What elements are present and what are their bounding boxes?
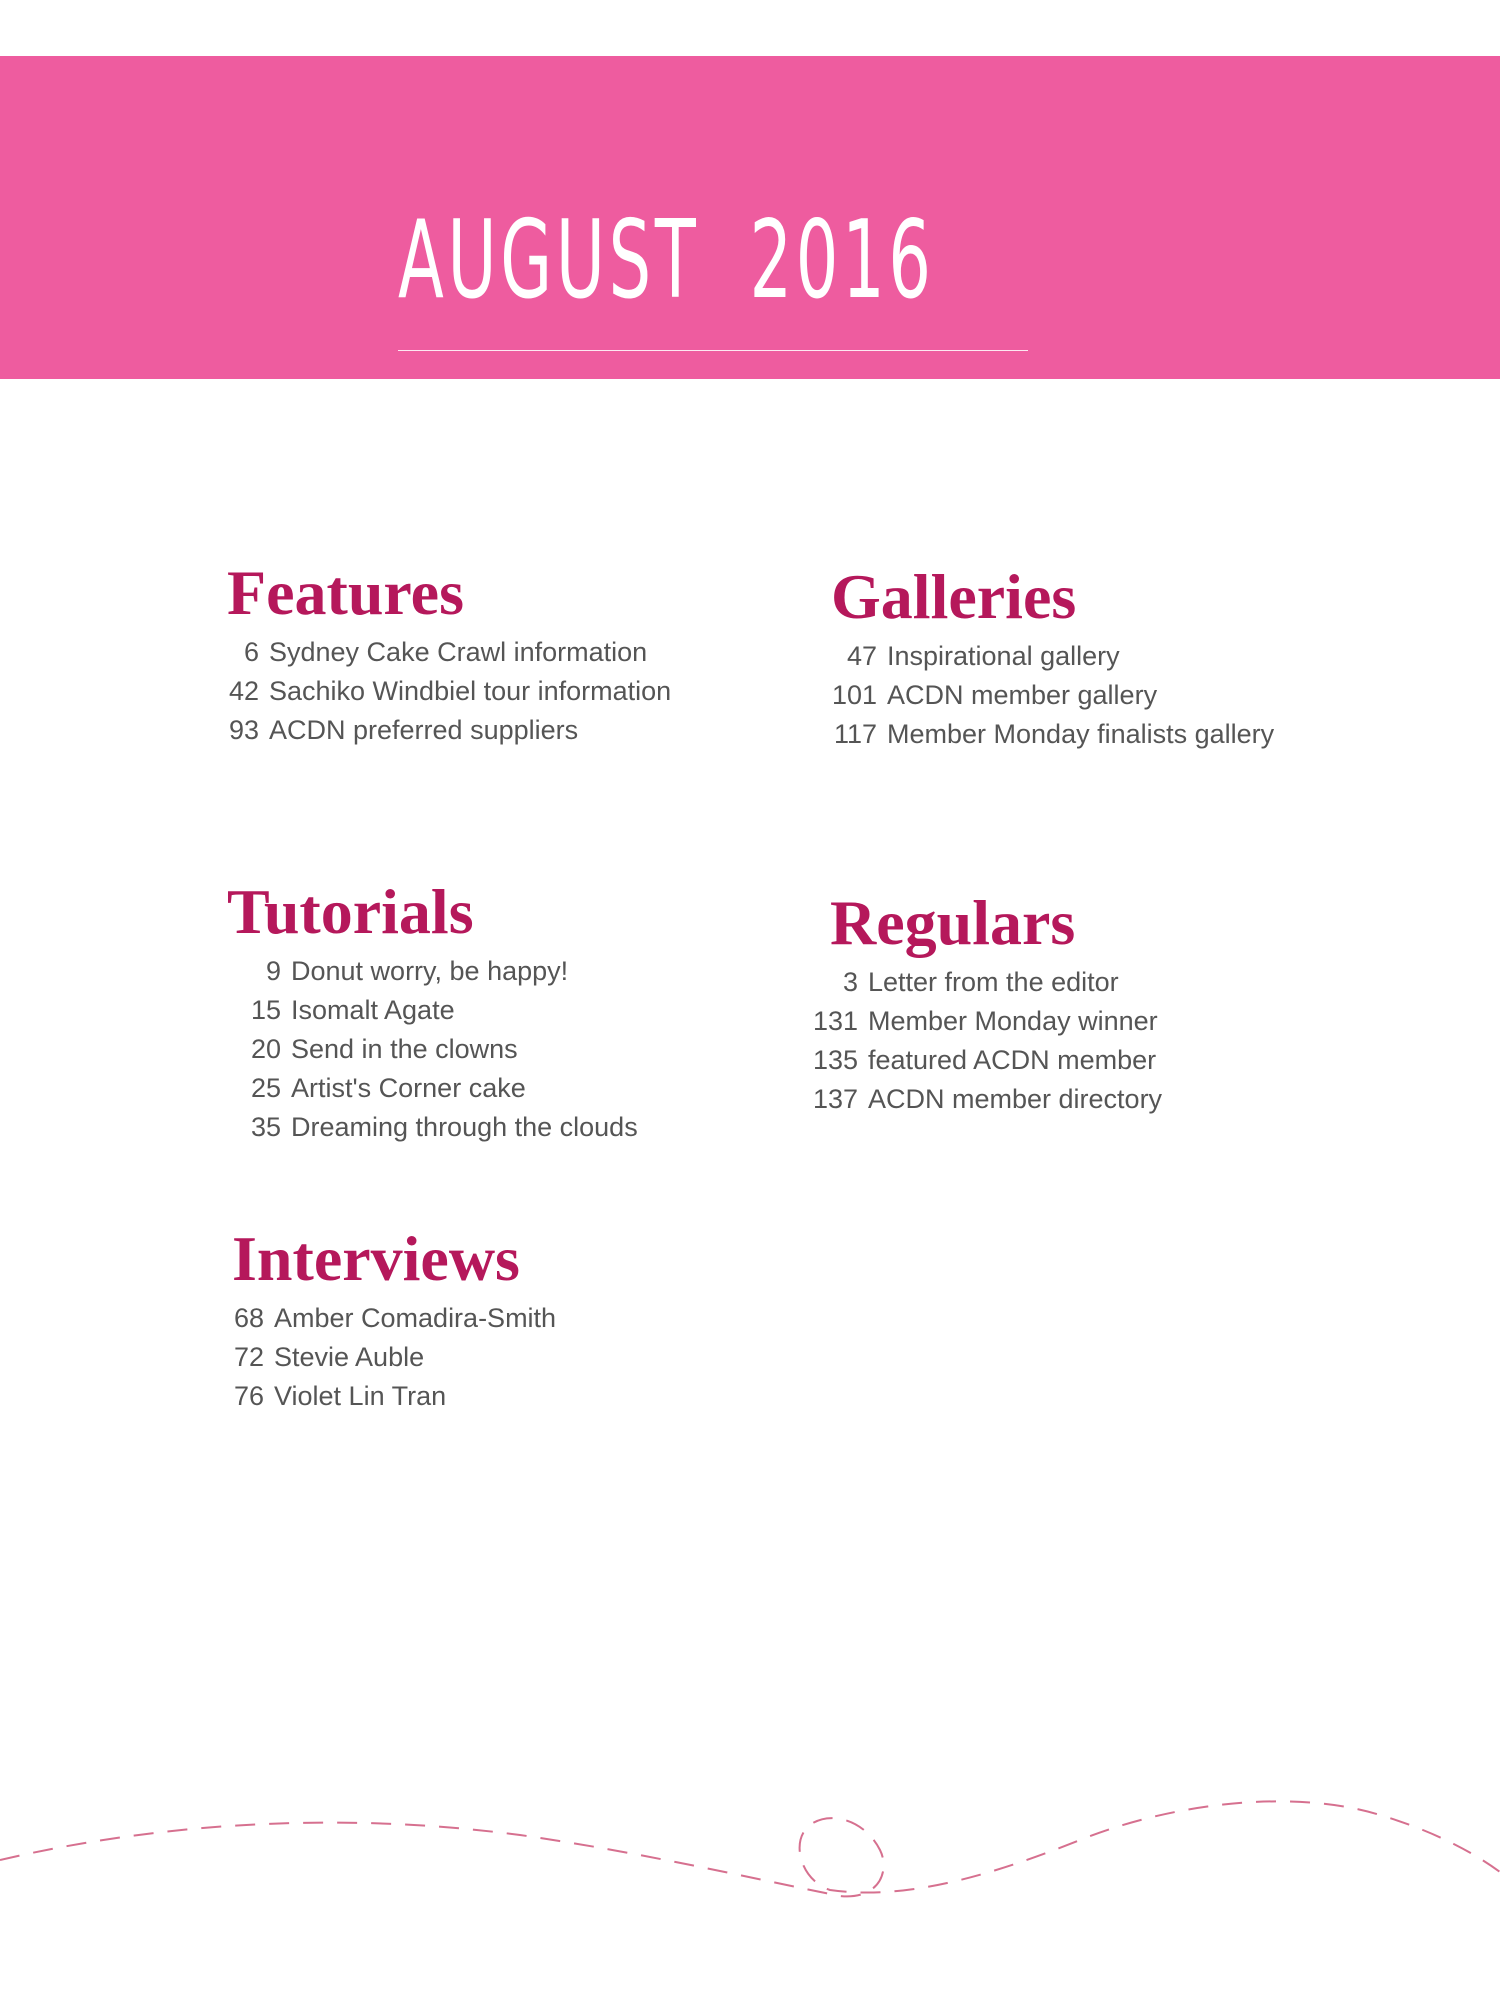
page-number: 72 (233, 1342, 264, 1372)
entry-title: Violet Lin Tran (274, 1381, 447, 1411)
toc-entry[interactable] (237, 1030, 638, 1069)
section-heading: Interviews (232, 1223, 520, 1294)
toc-entry[interactable] (831, 715, 1274, 754)
entry-title: Amber Comadira-Smith (274, 1303, 557, 1333)
entry-title: ACDN member gallery (887, 680, 1158, 710)
entry-title: Member Monday finalists gallery (887, 719, 1275, 749)
toc-entry[interactable] (227, 633, 671, 672)
toc-entry[interactable] (831, 637, 1274, 676)
entry-title: Inspirational gallery (887, 641, 1120, 671)
page-number: 137 (812, 1084, 858, 1114)
issue-title: AUGUST 2016 (398, 198, 935, 323)
page-number: 101 (831, 680, 877, 710)
page-number: 76 (233, 1381, 264, 1411)
dashed-loop-path (0, 1801, 1500, 1896)
toc-entry[interactable] (812, 1080, 1162, 1119)
page-number: 68 (233, 1303, 264, 1333)
page-number: 25 (250, 1073, 281, 1103)
toc-entry[interactable] (237, 952, 638, 991)
dashed-loop-decoration (0, 1780, 1500, 1930)
toc-list (237, 952, 638, 1147)
entry-title: featured ACDN member (868, 1045, 1157, 1075)
entry-title: Stevie Auble (274, 1342, 425, 1372)
page-number: 47 (846, 641, 877, 671)
section-heading: Regulars (830, 887, 1076, 958)
page-number: 135 (812, 1045, 858, 1075)
page-number: 20 (250, 1034, 281, 1064)
page-number: 15 (250, 995, 281, 1025)
toc-entry[interactable] (812, 1041, 1162, 1080)
toc-list (831, 637, 1274, 754)
section-interviews (232, 1223, 556, 1416)
toc-list (227, 633, 671, 750)
page-number: 9 (265, 956, 281, 986)
toc-entry[interactable] (227, 672, 671, 711)
entry-title: Sydney Cake Crawl information (269, 637, 648, 667)
toc-entry[interactable] (812, 963, 1162, 1002)
toc-entry[interactable] (237, 991, 638, 1030)
page-number: 35 (250, 1112, 281, 1142)
toc-entry[interactable] (227, 711, 671, 750)
entry-title: Sachiko Windbiel tour information (269, 676, 672, 706)
section-heading: Tutorials (227, 876, 474, 947)
page-number: 6 (243, 637, 259, 667)
toc-entry[interactable] (237, 1069, 638, 1108)
toc-entry[interactable] (831, 676, 1274, 715)
toc-entry[interactable] (237, 1108, 638, 1147)
entry-title: Isomalt Agate (291, 995, 455, 1025)
entry-title: ACDN preferred suppliers (269, 715, 579, 745)
entry-title: Donut worry, be happy! (291, 956, 569, 986)
entry-title: Artist's Corner cake (291, 1073, 526, 1103)
entry-title: Send in the clowns (291, 1034, 518, 1064)
entry-title: ACDN member directory (868, 1084, 1163, 1114)
page-number: 117 (833, 719, 877, 749)
section-heading: Features (227, 557, 464, 628)
toc-entry[interactable] (232, 1377, 556, 1416)
section-features (227, 557, 671, 750)
header-banner (0, 56, 1500, 379)
entry-title: Letter from the editor (868, 967, 1119, 997)
page-number: 3 (842, 967, 858, 997)
page-number: 131 (812, 1006, 858, 1036)
toc-entry[interactable] (232, 1299, 556, 1338)
toc-list (232, 1299, 556, 1416)
section-regulars (812, 887, 1163, 1119)
title-underline (398, 350, 1028, 351)
section-galleries (831, 561, 1274, 754)
entry-title: Member Monday winner (868, 1006, 1158, 1036)
toc-entry[interactable] (232, 1338, 556, 1377)
entry-title: Dreaming through the clouds (291, 1112, 638, 1142)
toc-list (812, 963, 1162, 1119)
page-number: 42 (228, 676, 259, 706)
toc-entry[interactable] (812, 1002, 1162, 1041)
section-heading: Galleries (831, 561, 1077, 632)
section-tutorials (227, 876, 638, 1147)
page-number: 93 (228, 715, 259, 745)
